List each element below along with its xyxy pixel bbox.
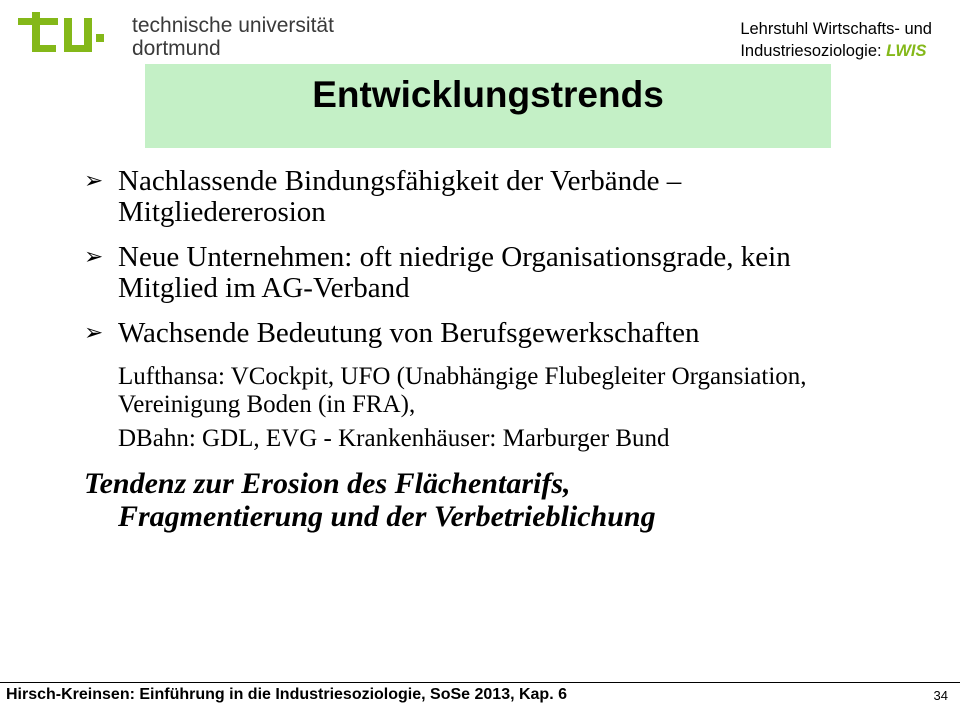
- slide-content: [84, 166, 884, 533]
- arrow-bullet-icon: ➢: [84, 244, 104, 270]
- bullet-text: Wachsende Bedeutung von Berufsgewerkschaften: [118, 317, 700, 349]
- lwis-label: LWIS: [886, 42, 927, 60]
- chair-name: [740, 18, 932, 62]
- conclusion: [84, 467, 884, 533]
- bullet-item: [84, 242, 884, 304]
- arrow-bullet-icon: ➢: [84, 168, 104, 194]
- logo-line-1: technische universität: [132, 14, 334, 37]
- tu-dortmund-logo: [18, 12, 334, 60]
- sub-text-dbahn: DBahn: GDL, EVG - Krankenhäuser: Marburger Bund: [118, 425, 670, 452]
- page-number: 34: [933, 688, 948, 703]
- slide-title: Entwicklungstrends: [312, 74, 664, 115]
- bullet-text: Nachlassende Bindungsfähigkeit der Verbände – Mitgliedererosion: [118, 165, 682, 228]
- logo-line-2: dortmund: [132, 37, 221, 60]
- bullet-text: Neue Unternehmen: oft niedrige Organisationsgrade, kein Mitglied im AG-Verband: [118, 241, 791, 304]
- sub-text-lufthansa: Lufthansa: VCockpit, UFO (Unabhängige Flubegleiter Organsiation, Vereinigung Boden (in FRA),: [118, 363, 807, 418]
- chair-line-2-text: Industriesoziologie:: [740, 42, 887, 60]
- chair-line-2: [740, 40, 932, 62]
- conclusion-line-1: Tendenz zur Erosion des Flächentarifs,: [84, 467, 571, 500]
- footer-text: Hirsch-Kreinsen: Einführung in die Industriesoziologie, SoSe 2013, Kap. 6: [6, 686, 567, 703]
- title-box: [145, 64, 831, 148]
- bullet-item: [84, 318, 884, 349]
- bullet-item: [84, 166, 884, 228]
- chair-line-1: Lehrstuhl Wirtschafts- und: [740, 20, 932, 38]
- conclusion-line-2: Fragmentierung und der Verbetrieblichung: [118, 500, 656, 533]
- tu-logo-icon: [18, 12, 122, 58]
- arrow-bullet-icon: ➢: [84, 320, 104, 346]
- footer-divider: [0, 682, 960, 683]
